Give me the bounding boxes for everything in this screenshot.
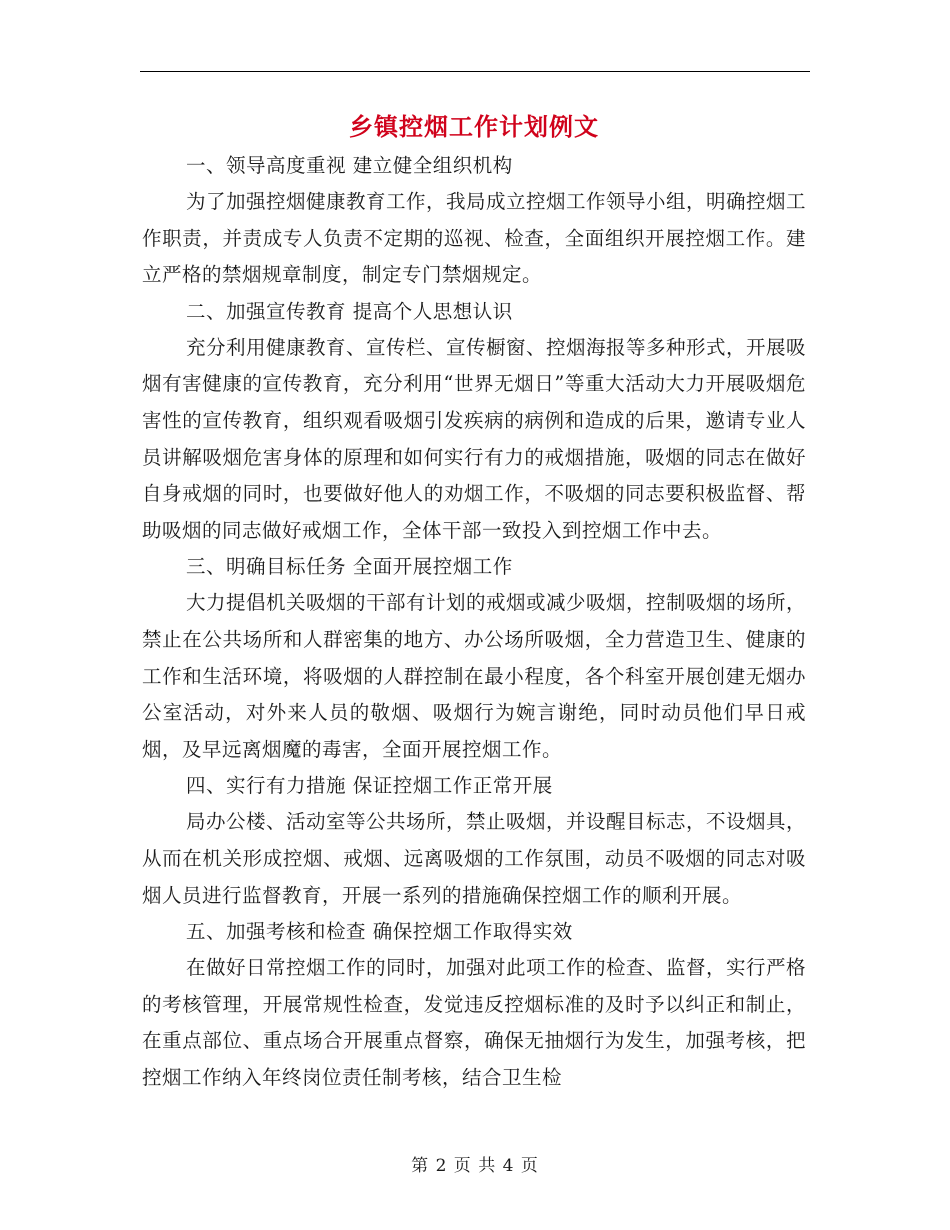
section-paragraph: 局办公楼、活动室等公共场所，禁止吸烟，并设醒目标志，不设烟具，从而在机关形成控烟、戒烟、远离吸烟的工作氛围，动员不吸烟的同志对吸烟人员进行监督教育，开展一系列的措施确保控烟工作的顺利开展。 xyxy=(142,810,807,907)
section-3 xyxy=(142,549,806,768)
section-4 xyxy=(142,768,806,914)
section-2 xyxy=(142,294,806,550)
page-number: 第 2 页 共 4 页 xyxy=(411,1156,539,1176)
document-body xyxy=(142,108,806,1096)
section-heading: 四、实行有力措施 保证控烟工作正常开展 xyxy=(186,774,553,798)
section-heading: 二、加强宣传教育 提高个人思想认识 xyxy=(186,299,513,323)
section-heading: 五、加强考核和检查 确保控烟工作取得实效 xyxy=(186,920,573,944)
section-paragraph: 为了加强控烟健康教育工作，我局成立控烟工作领导小组，明确控烟工作职责，并责成专人负责不定期的巡视、检查，全面组织开展控烟工作。建立严格的禁烟规章制度，制定专门禁烟规定。 xyxy=(142,190,807,287)
document-title: 乡镇控烟工作计划例文 xyxy=(349,112,599,141)
section-5 xyxy=(142,914,806,1096)
section-paragraph: 在做好日常控烟工作的同时，加强对此项工作的检查、监督，实行严格的考核管理，开展常规性检查，发觉违反控烟标准的及时予以纠正和制止，在重点部位、重点场合开展重点督察，确保无抽烟行为发生，加强考核，把控烟工作纳入年终岗位责任制考核，结合卫生检 xyxy=(142,956,807,1089)
header-rule xyxy=(140,71,810,72)
section-paragraph: 充分利用健康教育、宣传栏、宣传橱窗、控烟海报等多种形式，开展吸烟有害健康的宣传教育，充分利用“世界无烟日”等重大活动大力开展吸烟危害性的宣传教育，组织观看吸烟引发疾病的病例和造成的后果，邀请专业人员讲解吸烟危害身体的原理和如何实行有力的戒烟措施，吸烟的同志在做好自身戒烟的同时，也要做好他人的劝烟工作，不吸烟的同志要积极监督、帮助吸烟的同志做好戒烟工作，全体干部一致投入到控烟工作中去。 xyxy=(142,335,807,542)
section-paragraph: 大力提倡机关吸烟的干部有计划的戒烟或减少吸烟，控制吸烟的场所，禁止在公共场所和人群密集的地方、办公场所吸烟，全力营造卫生、健康的工作和生活环境，将吸烟的人群控制在最小程度，各个科室开展创建无烟办公室活动，对外来人员的敬烟、吸烟行为婉言谢绝，同时动员他们早日戒烟，及早远离烟魔的毒害，全面开展控烟工作。 xyxy=(142,591,807,761)
section-heading: 一、领导高度重视 建立健全组织机构 xyxy=(186,154,513,177)
section-1 xyxy=(142,148,806,294)
section-heading: 三、明确目标任务 全面开展控烟工作 xyxy=(186,555,513,579)
